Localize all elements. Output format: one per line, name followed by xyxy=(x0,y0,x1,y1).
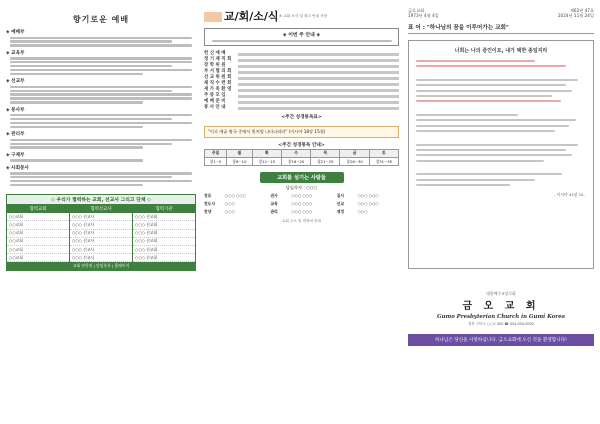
news-title xyxy=(204,8,279,24)
title-accent-bar xyxy=(204,12,222,22)
partner-column xyxy=(133,205,195,262)
scripture-box: "이로 애굽 왕국 중에서 빛처럼 나타나리라" (이사야 18장 15절) xyxy=(204,126,399,137)
list-item: ○○○ 선교회 xyxy=(133,238,195,246)
bullet-heading: ◈ 예배부 xyxy=(6,30,25,35)
servant-names: ○○○ ○○○ xyxy=(357,193,379,199)
partner-column xyxy=(70,205,133,262)
table-cell: 주일 xyxy=(205,149,227,157)
text-line xyxy=(416,125,569,127)
founding-info: 금오교회 1973년 4월 4일 xyxy=(408,8,439,19)
text-line xyxy=(416,154,572,156)
news-row-text xyxy=(238,71,399,73)
text-line xyxy=(416,90,572,92)
table-cell: 창11~15 xyxy=(252,157,281,165)
church-identity xyxy=(408,291,594,326)
right-panel xyxy=(408,8,594,418)
church-address: 경북 구미시 ○○로 000 ☎ 054-000-0000 xyxy=(468,321,534,326)
text-line xyxy=(10,146,143,148)
text-line xyxy=(10,180,192,182)
scripture-poem-box xyxy=(408,40,594,269)
news-row-text xyxy=(238,83,399,85)
servants-grid xyxy=(204,193,399,215)
text-line xyxy=(10,73,143,75)
text-line xyxy=(10,126,143,128)
servant-names: ○○○ ○○○ xyxy=(291,209,313,215)
servant-role: 집사 xyxy=(336,193,344,199)
column-header: 협력기관 xyxy=(133,205,195,213)
text-line xyxy=(416,173,562,175)
bullet-heading: ◈ 교육부 xyxy=(6,50,25,56)
news-row-label: 봉 사 안 내 xyxy=(204,105,226,111)
text-line xyxy=(10,61,192,63)
servant-entry xyxy=(204,193,266,199)
bullet-heading: ◈ 봉사부 xyxy=(6,107,25,113)
text-line xyxy=(10,159,143,161)
servant-role: 찬양 xyxy=(204,209,212,215)
poem-title: 너희는 나의 증인이요, 내가 택한 종일지라 xyxy=(454,47,548,54)
text-line xyxy=(212,40,392,42)
text-line xyxy=(10,57,192,59)
info-box-title: ◈ 이번 주 안내 ◈ xyxy=(282,33,321,38)
news-row-label: 제 직 수 련 회 xyxy=(204,81,232,87)
text-line xyxy=(10,40,172,42)
servant-entry xyxy=(270,201,332,207)
text-line xyxy=(416,100,561,102)
table-cell: 창31~35 xyxy=(369,157,398,165)
servant-entry xyxy=(337,193,399,199)
list-item: ○○○ 선교사 xyxy=(70,213,132,221)
left-panel xyxy=(6,8,196,418)
schedule-title: <주간 성경통독표> xyxy=(281,115,322,121)
list-item: ○○○ 선교사 xyxy=(70,221,132,229)
bullet-heading: ◈ 관리부 xyxy=(6,132,25,138)
text-line xyxy=(416,84,566,86)
news-row-text xyxy=(238,95,399,97)
middle-panel xyxy=(204,8,399,418)
text-line xyxy=(416,184,510,186)
servant-names: ○○○ ○○○ xyxy=(291,193,313,199)
news-row-label: 새 가 족 환 영 xyxy=(204,87,232,93)
issue-info: 제62권 47호 2024년 11월 24일 xyxy=(557,8,594,19)
welcome-banner: 하나님은 당신을 사랑하십니다. 금오교회에 오신 것을 환영합니다! xyxy=(408,334,594,346)
text-line xyxy=(10,86,192,88)
list-item: ○○○ 선교사 xyxy=(70,254,132,262)
list-item: ○○○ 선교회 xyxy=(133,246,195,254)
bullet-heading: ◈ 구제부 xyxy=(6,152,25,158)
news-row xyxy=(204,105,399,111)
text-line xyxy=(10,44,192,46)
servant-entry xyxy=(204,209,266,215)
table-cell: 창1~5 xyxy=(205,157,227,165)
servant-role: 재정 xyxy=(336,209,344,215)
news-row-label: 선 교 위 원 회 xyxy=(204,75,232,81)
text-line xyxy=(10,97,192,99)
header-notes: ※ 교회 소식 및 광고 안내 사항 xyxy=(279,13,328,18)
servant-role: 교육 xyxy=(270,201,278,207)
text-line xyxy=(416,149,566,151)
list-item: ○○○ 선교회 xyxy=(133,230,195,238)
text-line xyxy=(416,114,518,116)
text-line xyxy=(416,79,578,81)
bullet-heading: ◈ 선교부 xyxy=(6,79,25,85)
text-line xyxy=(10,114,192,116)
text-line xyxy=(416,60,535,62)
text-line xyxy=(416,160,544,162)
servant-entry xyxy=(337,209,399,215)
text-line xyxy=(10,65,172,67)
partner-box-footer: 교회 연락처 | 담임목사 | 홈페이지 xyxy=(7,262,195,270)
text-line xyxy=(10,90,172,92)
news-row-label: 장 학 위 원 xyxy=(204,63,226,69)
servant-role: 권사 xyxy=(270,193,278,199)
news-row-text xyxy=(238,65,399,67)
news-title-text: 교/회/소/식 xyxy=(224,10,279,23)
table-cell: 수 xyxy=(281,149,310,157)
news-row-text xyxy=(238,53,399,55)
church-name: 금 오 교 회 xyxy=(462,300,540,312)
poem-reference: - 이사야 43장 10 - xyxy=(554,192,586,198)
partner-box-title: ◇ 우리가 협력하는 교회, 선교사 그리고 단체 ◇ xyxy=(7,195,195,205)
servant-role: 관리 xyxy=(270,209,278,215)
servant-role: 선교 xyxy=(336,201,344,207)
schedule-subtitle: <주간 성경통독 안내> xyxy=(278,142,325,148)
text-line xyxy=(10,93,192,95)
servant-names: ○○○ ○○○ xyxy=(291,201,313,207)
table-row xyxy=(205,149,399,157)
text-line xyxy=(10,143,172,145)
servant-names: ○○○ xyxy=(357,209,368,215)
table-cell: 창6~10 xyxy=(227,157,253,165)
servant-role: 장로 xyxy=(204,193,212,199)
news-row-label: 주 중 모 임 xyxy=(204,93,226,99)
servant-entry xyxy=(270,193,332,199)
church-english-name: Gumo Presbyterian Church in Gumi Korea xyxy=(436,313,566,320)
bulletin-meta xyxy=(408,8,594,19)
list-item: ○○○ 선교회 xyxy=(133,221,195,229)
list-item: ○○교회 xyxy=(7,213,69,221)
news-row-text xyxy=(238,107,399,109)
list-item: ○○교회 xyxy=(7,246,69,254)
servant-entry xyxy=(337,201,399,207)
text-line xyxy=(10,118,172,120)
pastor-line: 담임목사 : ○○○ xyxy=(285,185,318,191)
table-cell: 창16~20 xyxy=(281,157,310,165)
left-title: 향기로운 예배 xyxy=(72,15,130,24)
table-cell: 화 xyxy=(252,149,281,157)
text-line xyxy=(416,179,535,181)
servants-banner: 교회를 섬기는 사람들 xyxy=(260,172,344,183)
list-item: ○○교회 xyxy=(7,230,69,238)
text-line xyxy=(10,176,172,178)
text-line xyxy=(10,139,192,141)
text-line xyxy=(416,130,555,132)
middle-footer: 교회 주소 및 연락처 안내 xyxy=(281,219,322,224)
table-cell: 창21~25 xyxy=(311,157,340,165)
servant-names: ○○○ xyxy=(225,209,235,215)
partner-column xyxy=(7,205,70,262)
table-cell: 토 xyxy=(369,149,398,157)
denomination: 대한예수교장로회 xyxy=(486,290,516,296)
text-line xyxy=(10,69,192,71)
list-item: ○○○ 선교사 xyxy=(70,246,132,254)
news-header xyxy=(204,8,399,24)
list-item: ○○교회 xyxy=(7,238,69,246)
text-line xyxy=(10,122,192,124)
list-item: ○○교회 xyxy=(7,221,69,229)
list-item: ○○○ 선교사 xyxy=(70,238,132,246)
list-item: ○○교회 xyxy=(7,254,69,262)
servant-entry xyxy=(204,201,266,207)
servant-role: 전도사 xyxy=(204,201,216,207)
list-item: ○○○ 선교회 xyxy=(133,254,195,262)
servant-names: ○○○ xyxy=(225,201,235,207)
reading-schedule-table xyxy=(204,149,399,166)
motto-title: 표 어 : "하나님의 꿈을 이루어가는 교회" xyxy=(408,23,594,34)
text-line xyxy=(10,172,192,174)
partner-columns xyxy=(7,205,195,262)
news-row-label: 헌 신 예 배 xyxy=(204,51,226,57)
list-item: ○○○ 선교회 xyxy=(133,213,195,221)
news-row-text xyxy=(238,77,399,79)
text-line xyxy=(416,95,552,97)
news-row-label: 부 서 협 의 회 xyxy=(204,69,232,75)
news-row-text xyxy=(238,59,399,61)
list-item: ○○○ 선교사 xyxy=(70,230,132,238)
servant-names: ○○○ ○○○ xyxy=(225,193,247,199)
text-line xyxy=(10,184,143,186)
text-line xyxy=(10,37,192,39)
partner-box xyxy=(6,194,196,271)
news-row-label: 정 기 제 직 회 xyxy=(204,57,232,63)
news-row-text xyxy=(238,89,399,91)
table-cell: 월 xyxy=(227,149,253,157)
table-cell: 창26~30 xyxy=(340,157,369,165)
table-row xyxy=(205,157,399,165)
table-cell: 금 xyxy=(340,149,369,157)
text-line xyxy=(416,119,576,121)
column-header: 협력선교사 xyxy=(70,205,132,213)
bullet-heading: ◈ 사회봉사 xyxy=(6,165,29,171)
news-row-text xyxy=(238,101,399,103)
servant-entry xyxy=(270,209,332,215)
news-row-label: 예 배 준 비 xyxy=(204,99,226,105)
text-line xyxy=(416,65,566,67)
text-line xyxy=(416,144,578,146)
table-cell: 목 xyxy=(311,149,340,157)
servant-names: ○○○ ○○○ xyxy=(357,201,379,207)
weekly-info-box xyxy=(204,28,399,46)
text-line xyxy=(10,101,143,103)
column-header: 협력교회 xyxy=(7,205,69,213)
